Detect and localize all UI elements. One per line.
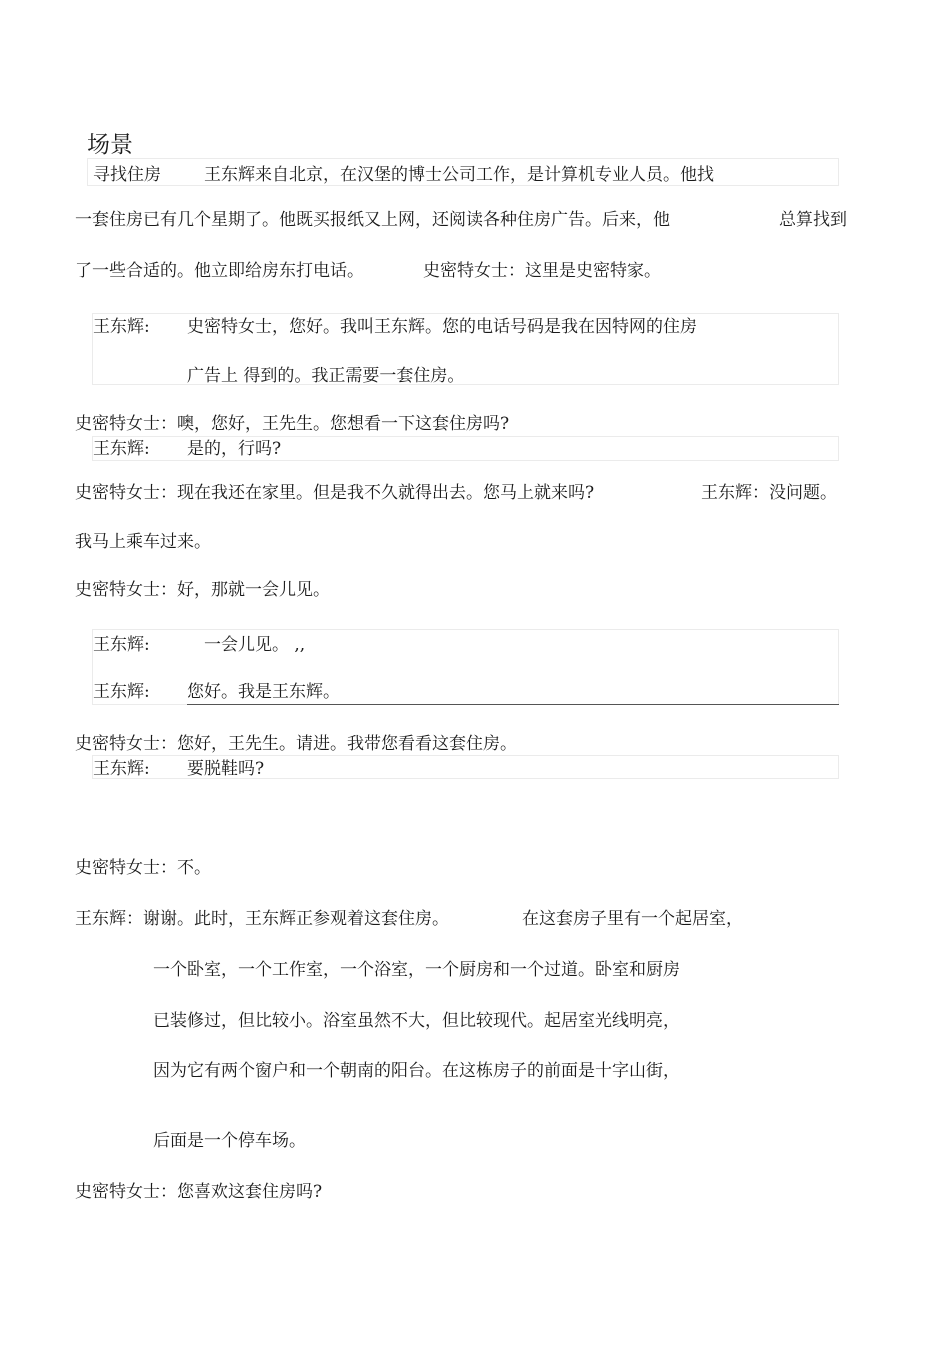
dialogue-line: 史密特女士，您好。我叫王东辉。您的电话号码是我在因特网的住房: [187, 317, 697, 337]
section-title: 场景: [87, 132, 133, 158]
intro-label: 寻找住房: [93, 165, 161, 185]
intro-line-2b: 总算找到: [779, 210, 847, 230]
dialogue-line: 史密特女士：您好，王先生。请进。我带您看看这套住房。: [75, 734, 517, 754]
dialogue-line: 史密特女士：噢，您好，王先生。您想看一下这套住房吗?: [75, 414, 510, 434]
dialogue-line: 您好。我是王东辉。: [187, 682, 340, 702]
dialogue-line: 王东辉：谢谢。此时，王东辉正参观着这套住房。: [75, 909, 449, 929]
dialogue-line: 史密特女士：您喜欢这套住房吗?: [75, 1182, 323, 1202]
speaker-label: 王东辉:: [93, 317, 150, 337]
speaker-label: 王东辉:: [93, 439, 150, 459]
dialogue-line: 史密特女士：现在我还在家里。但是我不久就得出去。您马上就来吗?: [75, 483, 595, 503]
dialogue-line: 史密特女士：不。: [75, 858, 211, 878]
dialogue-line: 王东辉：没问题。: [701, 483, 837, 503]
dialogue-line: 广告上 得到的。我正需要一套住房。: [187, 366, 465, 386]
speaker-label: 王东辉:: [93, 682, 150, 702]
speaker-label: 王东辉:: [93, 759, 150, 779]
speaker-label: 王东辉:: [93, 635, 150, 655]
intro-line-1: 王东辉来自北京，在汉堡的博士公司工作，是计算机专业人员。他找: [204, 165, 714, 185]
dialogue-line: 一会儿见。 ,,: [204, 635, 306, 655]
dialogue-line: 是的，行吗?: [187, 439, 282, 459]
intro-line-3b: 史密特女士：这里是史密特家。: [423, 261, 661, 281]
dialogue-line: 要脱鞋吗?: [187, 759, 265, 779]
intro-line-2a: 一套住房已有几个星期了。他既买报纸又上网，还阅读各种住房广告。后来，他: [75, 210, 670, 230]
divider-line: [187, 704, 839, 705]
dialogue-line: 一个卧室，一个工作室，一个浴室，一个厨房和一个过道。卧室和厨房: [153, 960, 680, 980]
dialogue-line: 在这套房子里有一个起居室，: [522, 909, 743, 929]
dialogue-line: 史密特女士：好，那就一会儿见。: [75, 580, 330, 600]
dialogue-line: 已装修过，但比较小。浴室虽然不大，但比较现代。起居室光线明亮，: [153, 1011, 680, 1031]
intro-line-3a: 了一些合适的。他立即给房东打电话。: [75, 261, 364, 281]
dialogue-line: 后面是一个停车场。: [153, 1131, 306, 1151]
dialogue-line: 因为它有两个窗户和一个朝南的阳台。在这栋房子的前面是十字山街，: [153, 1061, 680, 1081]
dialogue-line: 我马上乘车过来。: [75, 532, 211, 552]
